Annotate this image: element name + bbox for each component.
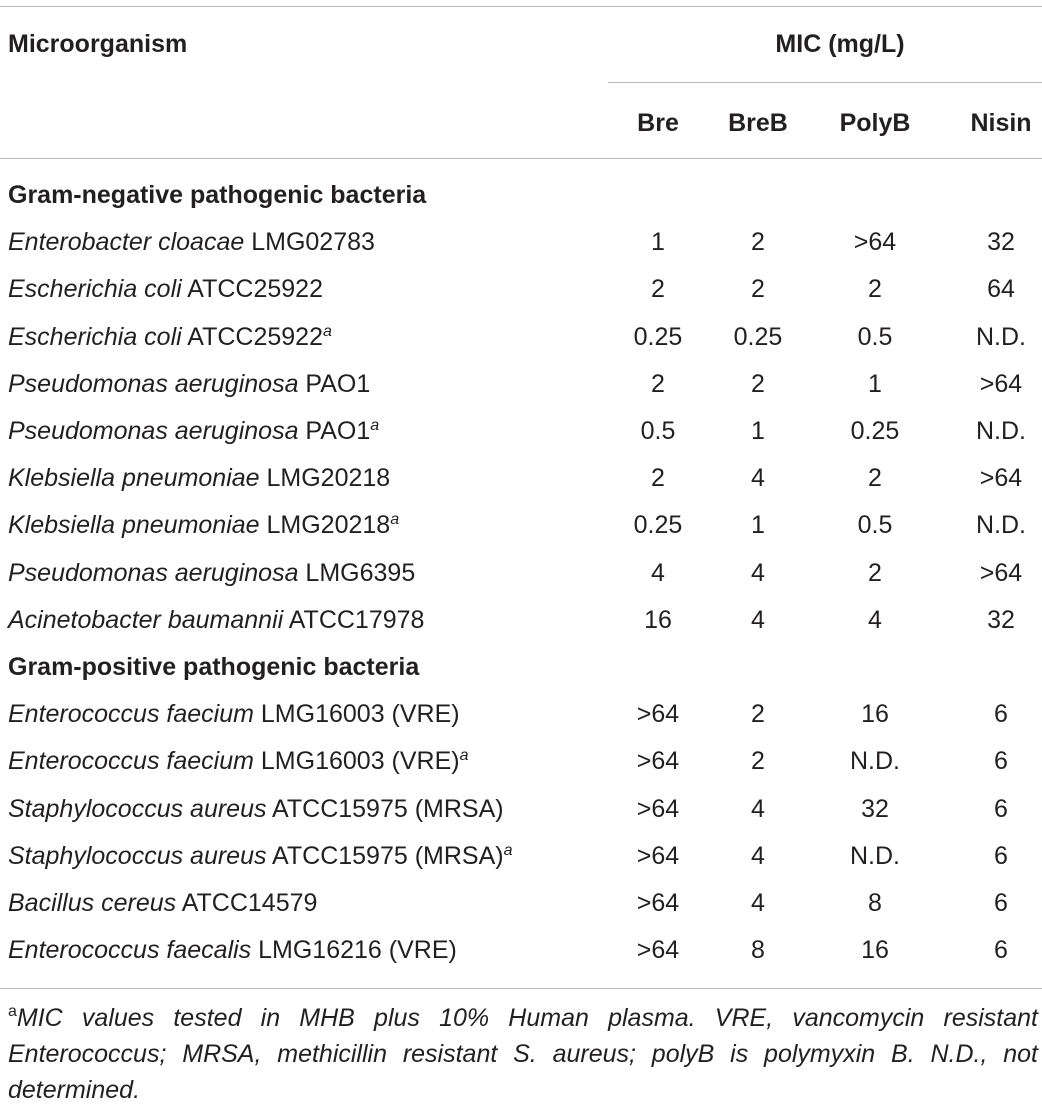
cell-nisin: 32 [987,605,1015,634]
species-name: Pseudomonas aeruginosa [8,558,299,587]
species-name: Escherichia coli [8,322,182,351]
cell-nisin: N.D. [976,417,1026,445]
cell-polyb: 32 [861,794,889,823]
cell-nisin: 6 [994,747,1008,776]
cell-bre: 2 [651,464,665,493]
cell-nisin: >64 [979,558,1023,587]
species-name: Enterococcus faecium [8,700,254,729]
footnote-ref: a [390,511,400,529]
species-name: Enterococcus faecalis [8,936,252,965]
cell-bre: >64 [636,747,680,776]
cell-polyb: 16 [861,700,889,729]
strain-id: PAO1 [298,369,371,398]
cell-bre: >64 [636,936,680,965]
cell-polyb: 4 [868,605,882,634]
cell-polyb: 0.25 [850,417,900,445]
row-organism [8,699,460,729]
species-name: Enterobacter cloacae [8,228,245,257]
cell-polyb: 0.5 [857,511,893,540]
table-footnote [8,1000,1038,1108]
strain-id: ATCC25922 [181,322,323,351]
species-name: Escherichia coli [8,275,182,304]
cell-breb: 8 [751,936,765,965]
strain-id: ATCC14579 [176,889,318,917]
mic-group-rule [608,82,1042,83]
species-name: Enterococcus faecium [8,747,254,776]
row-organism [8,935,457,965]
cell-bre: 1 [651,228,665,257]
species-name: Staphylococcus aureus [8,841,267,870]
cell-breb: 2 [751,369,765,398]
cell-polyb: 2 [868,558,882,587]
species-name: Bacillus cereus [8,889,177,917]
cell-nisin: 6 [994,889,1008,917]
cell-bre: 16 [644,605,672,634]
cell-nisin: 6 [994,700,1008,729]
strain-id: LMG16216 (VRE) [251,936,457,965]
cell-polyb: N.D. [850,747,900,776]
cell-breb: 4 [751,841,765,870]
row-organism [8,794,504,824]
cell-bre: 4 [651,558,665,587]
cell-polyb: N.D. [850,841,900,870]
cell-breb: 4 [751,605,765,634]
cell-polyb: >64 [853,228,897,257]
header-col-polyb: PolyB [839,109,911,137]
cell-breb: 2 [751,275,765,304]
strain-id: ATCC25922 [181,275,323,304]
cell-nisin: N.D. [976,322,1026,351]
strain-id: ATCC15975 (MRSA) [266,841,504,870]
cell-nisin: 6 [994,936,1008,965]
cell-breb: 2 [751,747,765,776]
row-organism [8,227,375,257]
cell-breb: 1 [751,417,765,445]
row-organism [8,746,469,776]
footnote-ref: a [503,841,513,859]
footnote-ref: a [370,417,380,434]
row-organism [8,888,317,918]
bottom-rule [0,988,1042,989]
strain-id: ATCC17978 [283,605,425,634]
cell-breb: 2 [751,228,765,257]
section-heading: Gram-positive pathogenic bacteria [8,653,420,681]
cell-bre: >64 [636,794,680,823]
row-organism [8,841,513,871]
cell-breb: 4 [751,464,765,493]
cell-breb: 4 [751,794,765,823]
row-organism [8,416,379,446]
header-microorganism: Microorganism [8,30,188,58]
cell-polyb: 16 [861,936,889,965]
species-name: Klebsiella pneumoniae [8,511,260,540]
row-organism [8,369,370,399]
cell-bre: 0.25 [633,322,683,351]
header-col-bre: Bre [637,109,679,137]
species-name: Pseudomonas aeruginosa [8,417,299,445]
cell-nisin: N.D. [976,511,1026,540]
strain-id: LMG20218 [259,464,391,493]
strain-id: LMG20218 [259,511,391,540]
cell-bre: >64 [636,889,680,917]
footnote-ref: a [322,322,332,340]
strain-id: PAO1 [298,417,371,445]
cell-nisin: >64 [979,369,1023,398]
section-heading: Gram-negative pathogenic bacteria [8,181,427,209]
strain-id: LMG16003 (VRE) [253,700,460,729]
cell-bre: 0.25 [633,511,683,540]
footnote-marker: a [8,1003,17,1020]
species-name: Staphylococcus aureus [8,794,267,823]
row-organism [8,463,390,493]
strain-id: LMG6395 [298,558,416,587]
cell-bre: >64 [636,841,680,870]
cell-nisin: >64 [979,464,1023,493]
cell-bre: 0.5 [640,417,676,445]
row-organism [8,605,424,635]
cell-bre: 2 [651,275,665,304]
cell-polyb: 2 [868,275,882,304]
strain-id: LMG16003 (VRE) [253,747,460,776]
cell-polyb: 8 [868,889,882,917]
row-organism [8,274,323,304]
cell-breb: 2 [751,700,765,729]
row-organism [8,558,415,588]
cell-polyb: 0.5 [857,322,893,351]
footnote-ref: a [459,747,469,765]
top-rule [0,6,1042,7]
cell-nisin: 32 [987,228,1015,257]
cell-breb: 4 [751,558,765,587]
cell-breb: 0.25 [733,322,783,351]
header-col-nisin: Nisin [970,109,1032,137]
row-organism [8,510,399,540]
species-name: Pseudomonas aeruginosa [8,369,299,398]
header-col-breb: BreB [728,109,788,137]
footnote-text: MIC values tested in MHB plus 10% Human plasma. VRE, vancomycin resistant Enterococcus; MRSA, methicillin resistant S. aureus; polyB is polymyxin B. N.D., not determined. [8,1004,1038,1104]
strain-id: ATCC15975 (MRSA) [266,794,504,823]
cell-bre: >64 [636,700,680,729]
cell-bre: 2 [651,369,665,398]
species-name: Acinetobacter baumannii [8,605,284,634]
header-rule [0,158,1042,159]
cell-breb: 1 [751,511,765,540]
cell-breb: 4 [751,889,765,917]
header-mic-group: MIC (mg/L) [775,30,905,58]
cell-polyb: 2 [868,464,882,493]
species-name: Klebsiella pneumoniae [8,464,260,493]
cell-nisin: 6 [994,794,1008,823]
cell-nisin: 64 [987,275,1015,304]
cell-polyb: 1 [868,369,882,398]
row-organism [8,322,332,352]
strain-id: LMG02783 [244,228,375,257]
cell-nisin: 6 [994,841,1008,870]
